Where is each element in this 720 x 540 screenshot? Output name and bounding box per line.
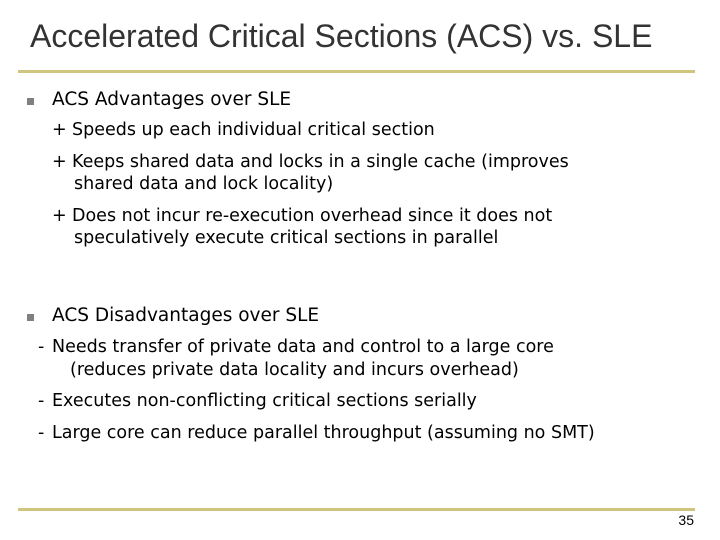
list-item <box>38 422 678 445</box>
plus-marker: + <box>52 120 67 140</box>
list-item-continuation: shared data and lock locality) <box>74 174 334 194</box>
list-item-text: Needs transfer of private data and control to a large core <box>52 337 554 357</box>
minus-marker: - <box>38 391 45 411</box>
list-item-text: Executes non-conflicting critical sections serially <box>52 391 477 411</box>
minus-marker: - <box>38 337 45 357</box>
list-item-text: Does not incur re-execution overhead since it does not <box>72 205 553 226</box>
advantages-heading: ACS Advantages over SLE <box>52 89 292 110</box>
list-item-text: Large core can reduce parallel throughput (assuming no SMT) <box>52 422 595 443</box>
advantages-heading-row <box>30 88 700 112</box>
disadvantages-heading: ACS Disadvantages over SLE <box>52 305 320 326</box>
square-bullet-icon <box>27 314 34 321</box>
disadvantages-heading-row <box>30 304 700 328</box>
list-item-continuation: speculatively execute critical sections in parallel <box>74 228 499 248</box>
disadvantages-list <box>38 336 678 444</box>
plus-marker: + <box>52 205 67 226</box>
disadvantages-section <box>30 304 700 443</box>
list-item <box>52 205 692 250</box>
minus-marker: - <box>38 422 45 443</box>
slide-title: Accelerated Critical Sections (ACS) vs. SLE <box>30 18 653 54</box>
list-item <box>38 390 678 413</box>
title-divider <box>18 70 695 73</box>
list-item-continuation: (reduces private data locality and incurs overhead) <box>70 359 519 380</box>
list-item <box>52 151 692 196</box>
list-item-text: Keeps shared data and locks in a single cache (improves <box>72 151 569 172</box>
square-bullet-icon <box>27 98 34 105</box>
plus-marker: + <box>52 151 67 172</box>
advantages-list <box>52 119 692 250</box>
list-item <box>52 119 692 142</box>
list-item-text: Speeds up each individual critical section <box>72 120 435 140</box>
list-item <box>38 336 678 381</box>
footer-divider <box>18 508 695 511</box>
page-number: 35 <box>678 512 694 528</box>
advantages-section <box>30 88 700 248</box>
